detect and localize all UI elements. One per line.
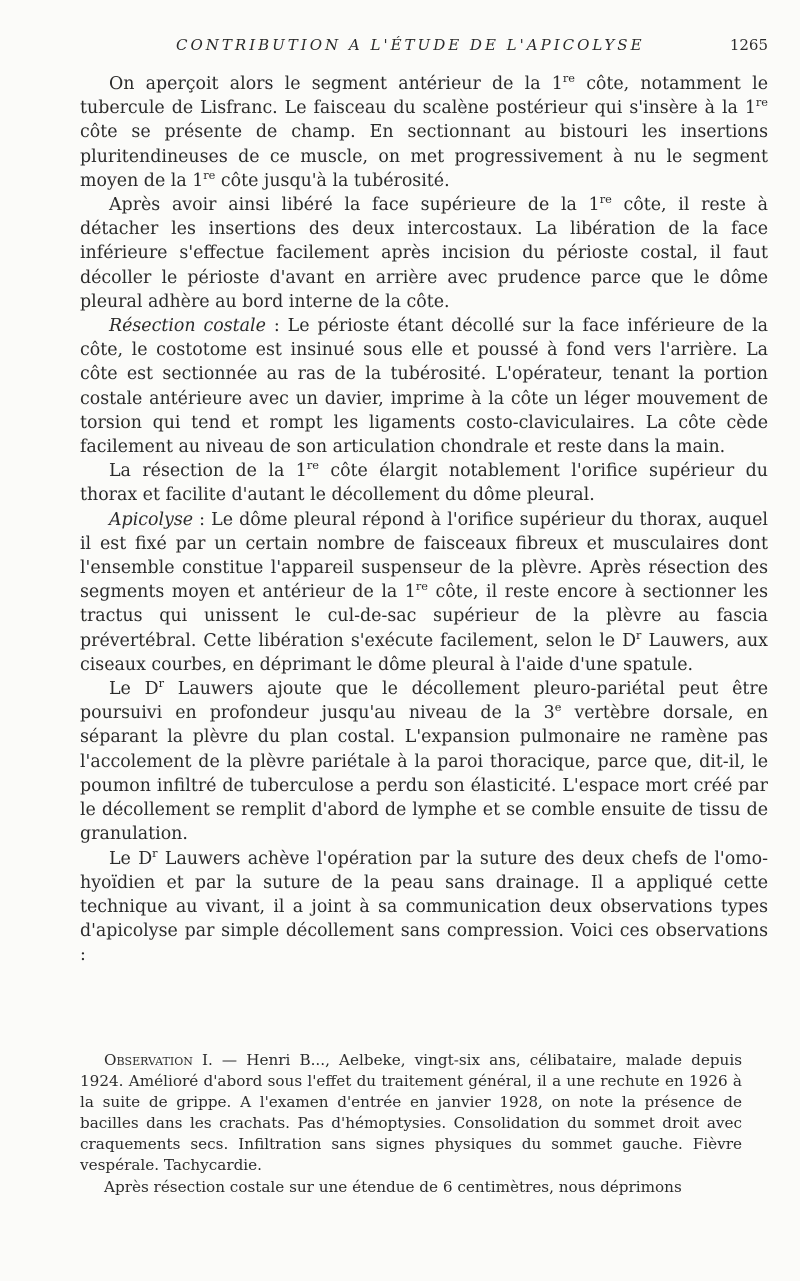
text-run: Le D <box>109 679 159 700</box>
superscript: r <box>152 846 158 860</box>
observation-label: Observation I. <box>104 1051 213 1069</box>
text-run: Après avoir ainsi libéré la face supérieure de la 1 <box>109 195 600 216</box>
superscript: r <box>158 677 164 691</box>
observation-1 <box>80 1050 742 1177</box>
running-title: CONTRIBUTION A L'ÉTUDE DE L'APICOLYSE <box>176 36 645 54</box>
observation-notes <box>80 1050 742 1198</box>
text-run: côte, il reste encore à sectionner les tractus qui unissent le cul-de-sac supérieur de la plèvre au fascia prévertébral. Cette libération s'exécute facilement, selon le D <box>80 582 768 651</box>
text-run: — Henri B..., Aelbeke, vingt-six ans, célibataire, malade depuis 1924. Amélioré d'abord sous l'effet du traitement général, il a une rechute en 1926 à la suite de grippe. A l'examen d'entrée en janvier 1928, on note la présence de bacilles dans les crachats. Pas d'hémoptysies. Consolidation du sommet droit avec craquements secs. Infiltration sans signes physiques du sommet gauche. Fièvre vespérale. Tachycardie. <box>80 1051 742 1175</box>
paragraph-4 <box>80 459 768 507</box>
text-run: On aperçoit alors le segment antérieur de la 1 <box>109 74 563 94</box>
text-run: Le D <box>109 848 153 869</box>
text-run: côte jusqu'à la tubérosité. <box>215 170 450 191</box>
superscript: re <box>755 96 768 110</box>
text-run: Lauwers ajoute que le décollement pleuro-pariétal peut être poursuivi en profondeur jusqu'au niveau de la 3 <box>80 679 768 724</box>
body-text <box>80 72 768 968</box>
superscript: re <box>415 580 428 594</box>
paragraph-6 <box>80 677 768 846</box>
paragraph-7 <box>80 847 768 968</box>
text-run: côte, il reste à détacher les insertions des deux intercostaux. La libération de la face inférieure s'effectue facilement après incision du périoste costal, il faut décoller le périoste d'avant en arrière avec prudence parce que le dôme pleural adhère au bord interne de la côte. <box>80 195 768 312</box>
section-title-apicolyse: Apicolyse <box>109 509 194 530</box>
page-header <box>80 36 768 60</box>
text-run: : Le dôme pleural répond à l'orifice supérieur du thorax, auquel il est fixé par un certain nombre de faisceaux fibreux et musculaires dont l'ensemble constitue l'appareil suspenseur de la plèvre. Après résection des segments moyen et antérieur de la 1 <box>80 509 768 603</box>
text-run: La résection de la 1 <box>109 461 307 482</box>
text-run: côte élargit notablement l'orifice supérieur du thorax et facilite d'autant le décollement du dôme pleural. <box>80 461 769 506</box>
text-run: côte, notamment le tubercule de Lisfranc. Le faisceau du scalène postérieur qui s'insère à la 1 <box>80 74 768 119</box>
text-run: Après résection costale sur une étendue de 6 centimètres, nous déprimons <box>104 1177 682 1196</box>
text-run: : Le périoste étant décollé sur la face inférieure de la côte, le costotome est insinué sous elle et poussé à fond vers l'arrière. La côte est sectionnée au ras de la tubérosité. L'opérateur, tenant la portion costale antérieure avec un davier, imprime à la côte un léger mouvement de torsion qui tend et rompt les ligaments costo-claviculaires. La côte cède facilement au niveau de son articulation chondrale et reste dans la main. <box>80 316 769 458</box>
text-run: vertèbre dorsale, en séparant la plèvre du plan costal. L'expansion pulmonaire ne ramène pas l'accolement de la plèvre pariétale à la paroi thoracique, parce que, dit-il, le poumon infiltré de tuberculose a perdu son élasticité. L'espace mort créé par le décollement se remplit d'abord de lymphe et se comble ensuite de tissu de granulation. <box>80 703 768 845</box>
superscript: re <box>562 72 575 86</box>
paragraph-3 <box>80 314 768 459</box>
text-run: Lauwers achève l'opération par la suture des deux chefs de l'omo-hyoïdien et par la suture de la peau sans drainage. Il a appliqué cette technique au vivant, il a joint à sa communication deux observations types d'apicolyse par simple décollement sans compression. Voici ces observations : <box>80 848 769 966</box>
superscript: re <box>599 193 612 207</box>
superscript: re <box>203 169 216 183</box>
superscript: r <box>636 628 642 642</box>
paragraph-1 <box>80 72 768 193</box>
superscript: e <box>554 701 562 715</box>
paragraph-5 <box>80 508 768 677</box>
text-run: côte se présente de champ. En sectionnant au bistouri les insertions pluritendineuses de ce muscle, on met progressivement à nu le segment moyen de la 1 <box>80 122 768 191</box>
text-run: Lauwers, aux ciseaux courbes, en déprimant le dôme pleural à l'aide d'une spatule. <box>80 630 768 675</box>
section-title-resection: Résection costale <box>109 316 266 337</box>
page-number: 1265 <box>729 36 768 54</box>
superscript: re <box>306 459 319 473</box>
paragraph-2 <box>80 193 768 314</box>
observation-continued <box>80 1177 742 1198</box>
